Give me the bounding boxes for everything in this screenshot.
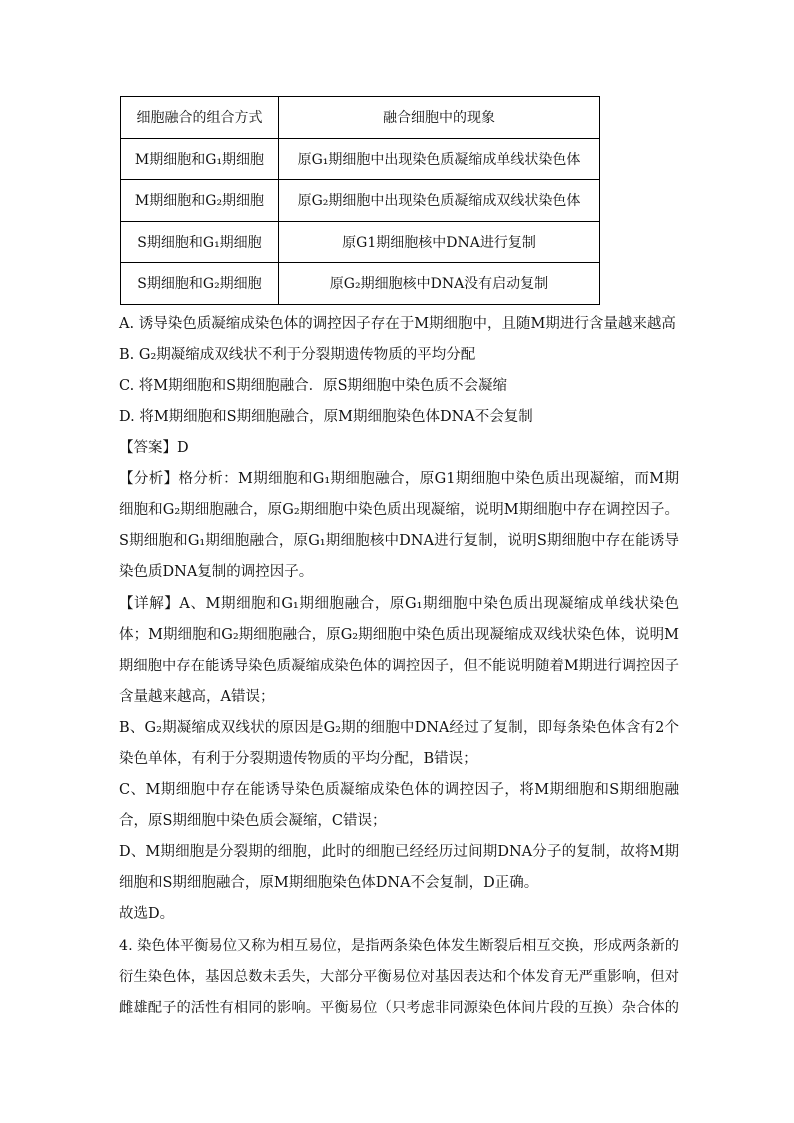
question-4: [119, 931, 679, 1024]
analysis-line: 细胞和G₂期细胞融合，原G₂期细胞中染色质出现凝缩，说明M期细胞中存在调控因子。: [119, 502, 679, 518]
option-d: D. 将M期细胞和S期细胞融合，原M期细胞染色体DNA不会复制: [119, 409, 533, 425]
cell-fusion-table: [120, 96, 600, 305]
detail-line: B、G₂期凝缩成双线状的原因是G₂期的细胞中DNA经过了复制，即每条染色体含有2个: [119, 720, 679, 736]
question-line: 4. 染色体平衡易位又称为相互易位，是指两条染色体发生断裂后相互交换，形成两条新的: [119, 938, 679, 954]
table-row: [121, 138, 600, 180]
table-cell: 原G₂期细胞核中DNA没有启动复制: [279, 263, 600, 305]
answer-line: 【答案】D: [119, 440, 189, 456]
answer-options: [119, 309, 679, 464]
table-cell: S期细胞和G₁期细胞: [121, 221, 279, 263]
table-row: [121, 180, 600, 222]
analysis-line: 染色质DNA复制的调控因子。: [119, 564, 314, 580]
table-cell: 原G₂期细胞中出现染色质凝缩成双线状染色体: [279, 180, 600, 222]
detail-line: 期细胞中存在能诱导染色质凝缩成染色体的调控因子，但不能说明随着M期进行调控因子: [119, 658, 679, 674]
detail-line: 故选D。: [119, 906, 175, 922]
table-header-cell: 细胞融合的组合方式: [121, 97, 279, 139]
detail-line: 含量越来越高，A错误；: [119, 689, 275, 705]
detail-line: C、M期细胞中存在能诱导染色质凝缩成染色体的调控因子，将M期细胞和S期细胞融: [119, 782, 679, 798]
table-row: [121, 263, 600, 305]
detail-line: 细胞和S期细胞融合，原M期细胞染色体DNA不会复制，D正确。: [119, 875, 539, 891]
detail-line: 体；M期细胞和G₂期细胞融合，原G₂期细胞中染色质出现凝缩成双线状染色体，说明M: [119, 627, 679, 643]
detail-line: D、M期细胞是分裂期的细胞，此时的细胞已经经历过间期DNA分子的复制，故将M期: [119, 844, 679, 860]
question-line: 雌雄配子的活性有相同的影响。平衡易位（只考虑非同源染色体间片段的互换）杂合体的: [119, 1000, 679, 1016]
table-cell: M期细胞和G₂期细胞: [121, 180, 279, 222]
table-cell: 原G₁期细胞中出现染色质凝缩成单线状染色体: [279, 138, 600, 180]
table-header-cell: 融合细胞中的现象: [279, 97, 600, 139]
analysis-line: 【分析】格分析：M期细胞和G₁期细胞融合，原G1期细胞中染色质出现凝缩，而M期: [119, 471, 679, 487]
analysis-section: [119, 464, 679, 588]
table-cell: S期细胞和G₂期细胞: [121, 263, 279, 305]
option-a: A. 诱导染色质凝缩成染色体的调控因子存在于M期细胞中，且随M期进行含量越来越高: [119, 316, 676, 332]
table-header-row: [121, 97, 600, 139]
detail-line: 【详解】A、M期细胞和G₁期细胞融合，原G₁期细胞中染色质出现凝缩成单线状染色: [119, 596, 679, 612]
table-cell: 原G1期细胞核中DNA进行复制: [279, 221, 600, 263]
analysis-line: S期细胞和G₁期细胞融合，原G₁期细胞核中DNA进行复制，说明S期细胞中存在能诱导: [119, 533, 679, 549]
table-cell: M期细胞和G₁期细胞: [121, 138, 279, 180]
detail-line: 染色单体，有利于分裂期遗传物质的平均分配，B错误；: [119, 751, 478, 767]
option-b: B. G₂期凝缩成双线状不利于分裂期遗传物质的平均分配: [119, 347, 476, 363]
option-c: C. 将M期细胞和S期细胞融合．原S期细胞中染色质不会凝缩: [119, 378, 508, 394]
detail-line: 合，原S期细胞中染色质会凝缩，C错误；: [119, 813, 387, 829]
detail-section: [119, 589, 679, 930]
table-row: [121, 221, 600, 263]
question-line: 衍生染色体，基因总数未丢失，大部分平衡易位对基因表达和个体发育无严重影响，但对: [119, 969, 679, 985]
